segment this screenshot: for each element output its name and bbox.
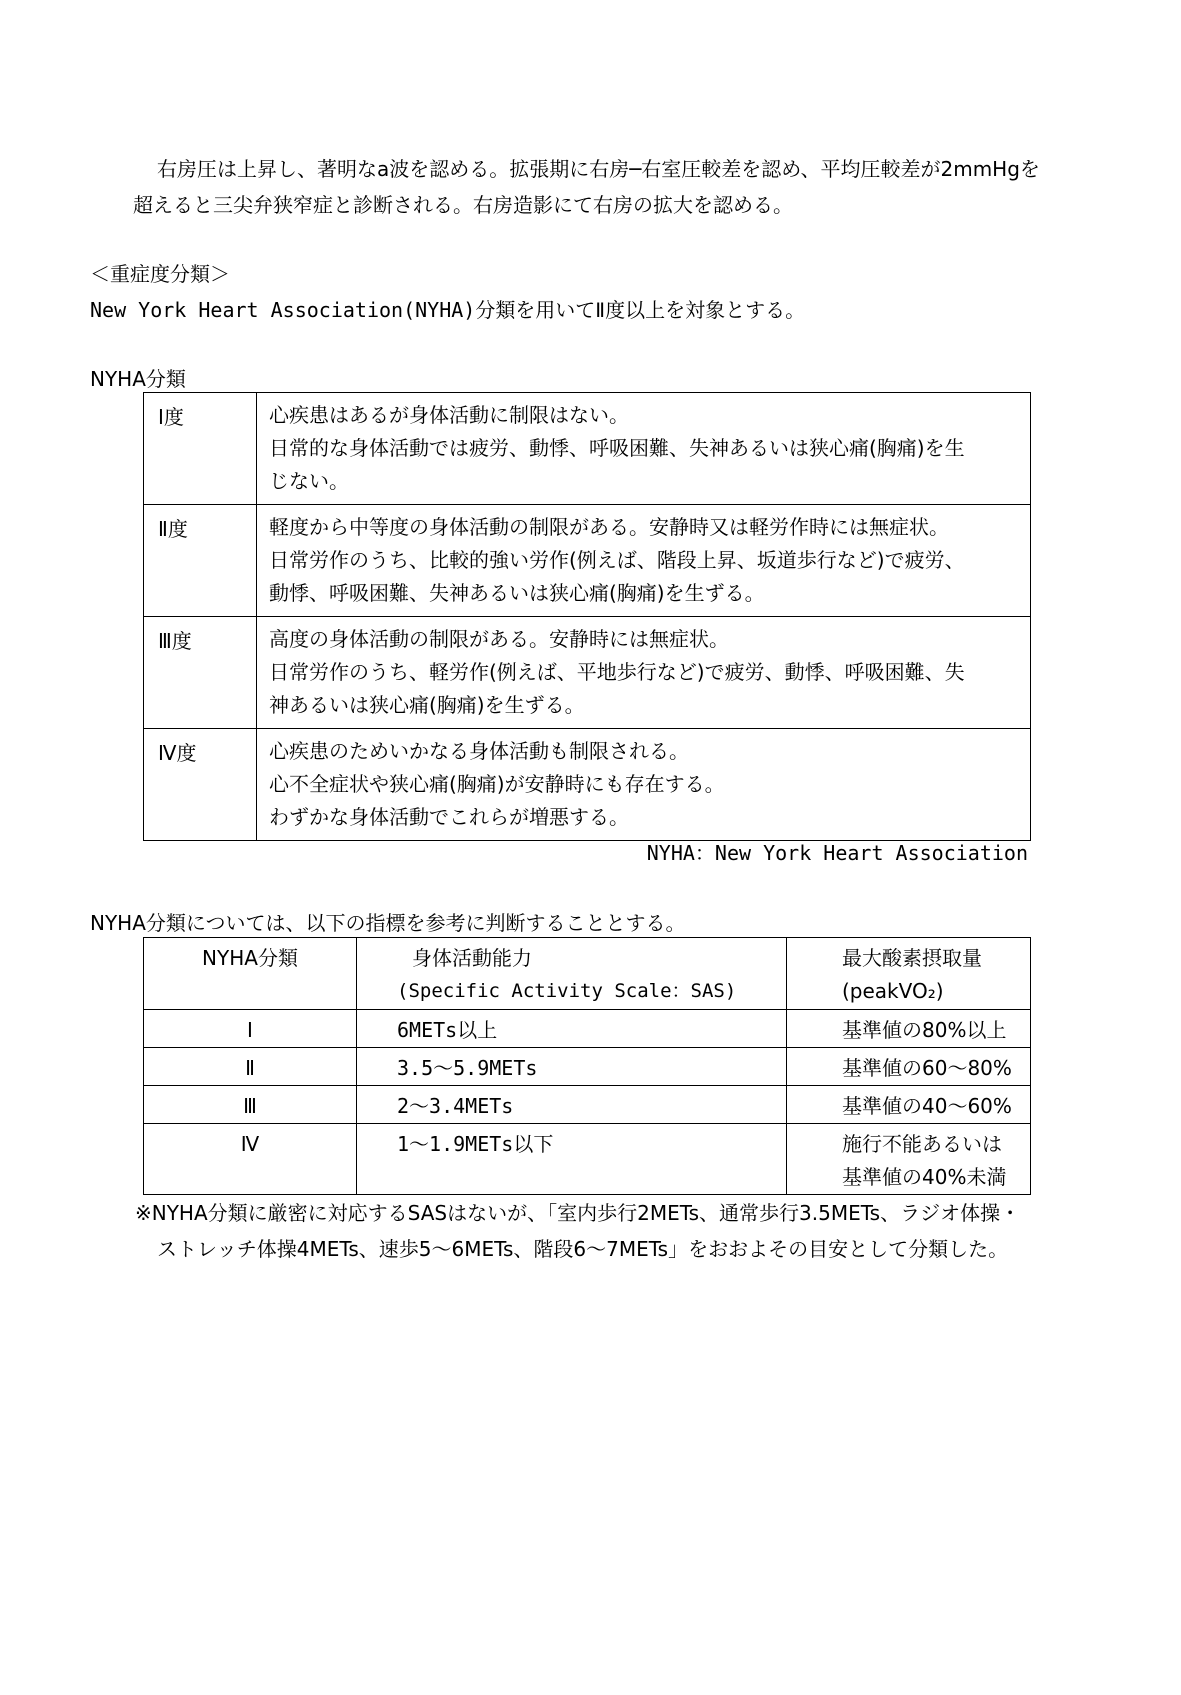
grade-cell: Ⅳ度 <box>144 729 257 841</box>
note-line-1: ※NYHA分類に厳密に対応するSASはないが、「室内歩行2METs、通常歩行3.5METs、ラジオ体操・ <box>135 1201 1021 1225</box>
description-cell <box>257 617 1031 729</box>
header-sas-title: 身体活動能力 <box>412 946 532 970</box>
grade-cell: Ⅲ度 <box>144 617 257 729</box>
nyha-classification-table <box>143 392 1031 841</box>
table-row <box>144 393 1031 505</box>
vo2-cell: 基準値の80%以上 <box>787 1010 1031 1048</box>
table-row <box>144 1086 1031 1124</box>
description-line: 日常労作のうち、比較的強い労作(例えば、階段上昇、坂道歩行など)で疲労、 <box>269 548 965 572</box>
description-line: 心疾患はあるが身体活動に制限はない。 <box>269 403 629 427</box>
nyha-index-table <box>143 937 1031 1195</box>
header-vo2 <box>787 938 1031 1010</box>
header-vo2-subtitle: (peakVO₂) <box>842 979 944 1003</box>
description-line: 日常労作のうち、軽労作(例えば、平地歩行など)で疲労、動悸、呼吸困難、失 <box>269 660 965 684</box>
description-line: じない。 <box>269 469 349 493</box>
class-cell: Ⅱ <box>144 1048 357 1086</box>
note-line-2: ストレッチ体操4METs、速歩5～6METs、階段6～7METs」をおおよその目安として分類した。 <box>157 1237 1009 1261</box>
intro-line-1: 右房圧は上昇し、著明なa波を認める。拡張期に右房─右室圧較差を認め、平均圧較差が2mmHgを <box>157 157 1040 181</box>
description-line: 日常的な身体活動では疲労、動悸、呼吸困難、失神あるいは狭心痛(胸痛)を生 <box>269 436 965 460</box>
description-line: わずかな身体活動でこれらが増悪する。 <box>269 805 629 829</box>
nyha-table-caption: NYHA：New York Heart Association <box>646 841 1028 865</box>
table-row <box>144 617 1031 729</box>
description-line: 動悸、呼吸困難、失神あるいは狭心痛(胸痛)を生ずる。 <box>269 581 765 605</box>
sas-cell: 3.5～5.9METs <box>357 1048 787 1086</box>
description-line: 神あるいは狭心痛(胸痛)を生ずる。 <box>269 693 585 717</box>
header-nyha: NYHA分類 <box>144 938 357 1010</box>
sas-cell: 6METs以上 <box>357 1010 787 1048</box>
description-line: 心疾患のためいかなる身体活動も制限される。 <box>269 739 689 763</box>
nyha-table-title: NYHA分類 <box>90 367 186 391</box>
header-sas <box>357 938 787 1010</box>
grade-cell: Ⅰ度 <box>144 393 257 505</box>
header-sas-subtitle: (Specific Activity Scale：SAS) <box>397 980 737 1002</box>
vo2-line: 基準値の40%未満 <box>842 1165 1007 1189</box>
sas-cell: 1～1.9METs以下 <box>357 1124 787 1195</box>
description-line: 高度の身体活動の制限がある。安静時には無症状。 <box>269 627 729 651</box>
description-cell <box>257 729 1031 841</box>
class-cell: Ⅳ <box>144 1124 357 1195</box>
intro-line-2: 超えると三尖弁狭窄症と診断される。右房造影にて右房の拡大を認める。 <box>133 193 793 217</box>
severity-heading: ＜重症度分類＞ <box>90 262 230 286</box>
vo2-line: 施行不能あるいは <box>842 1132 1002 1156</box>
class-cell: Ⅲ <box>144 1086 357 1124</box>
description-cell <box>257 393 1031 505</box>
description-line: 心不全症状や狭心痛(胸痛)が安静時にも存在する。 <box>269 772 725 796</box>
table-row <box>144 1124 1031 1195</box>
table-row <box>144 1048 1031 1086</box>
description-line: 軽度から中等度の身体活動の制限がある。安静時又は軽労作時には無症状。 <box>269 515 949 539</box>
vo2-cell <box>787 1124 1031 1195</box>
severity-statement: New York Heart Association(NYHA)分類を用いてⅡ度以上を対象とする。 <box>90 298 806 322</box>
vo2-cell: 基準値の60～80% <box>787 1048 1031 1086</box>
description-cell <box>257 505 1031 617</box>
grade-cell: Ⅱ度 <box>144 505 257 617</box>
table-row <box>144 729 1031 841</box>
table-row <box>144 505 1031 617</box>
index-table-intro: NYHA分類については、以下の指標を参考に判断することとする。 <box>90 911 686 935</box>
class-cell: Ⅰ <box>144 1010 357 1048</box>
header-vo2-title: 最大酸素摂取量 <box>842 946 982 970</box>
table-header-row <box>144 938 1031 1010</box>
sas-cell: 2～3.4METs <box>357 1086 787 1124</box>
table-row <box>144 1010 1031 1048</box>
vo2-cell: 基準値の40～60% <box>787 1086 1031 1124</box>
